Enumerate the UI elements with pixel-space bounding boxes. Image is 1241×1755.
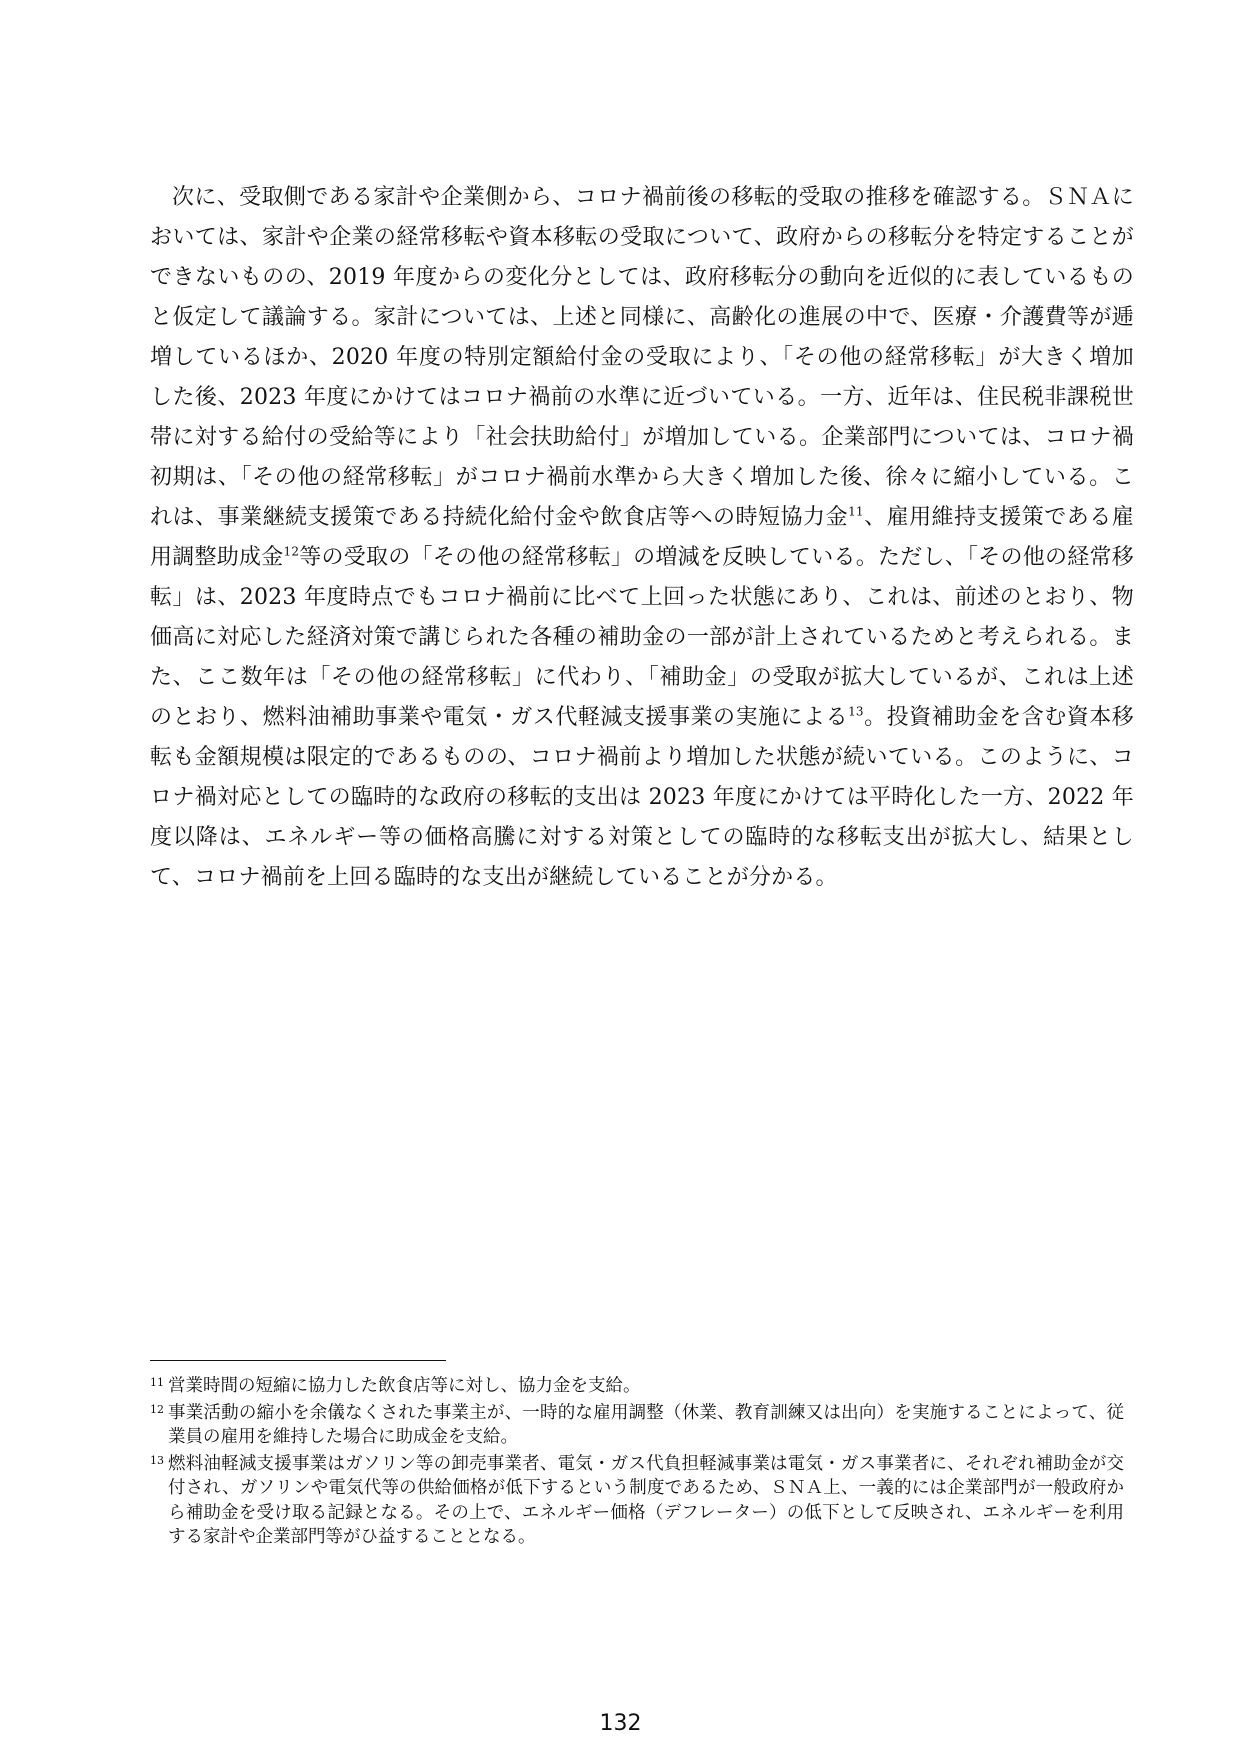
footnote-text: 燃料油軽減支援事業はガソリン等の卸売事業者、電気・ガス代負担軽減事業は電気・ガス事業者に、それぞれ補助金が交付され、ガソリンや電気代等の供給価格が低下するという制度であるため、ＳＮＡ上、一義的には企業部門が一般政府から補助金を受け取る記録となる。その上で、エネルギー価格（デフレーター）の低下として反映され、エネルギーを利用する家計や企業部門等がひ益することとなる。 xyxy=(168,1453,1124,1547)
footnote-11 xyxy=(150,1374,1124,1399)
footnote-number: 12 xyxy=(150,1402,164,1416)
footnote-13 xyxy=(150,1452,1124,1550)
footnote-ref-11: 11 xyxy=(848,504,864,519)
footnote-ref-12: 12 xyxy=(283,544,300,559)
footnote-text: 事業活動の縮小を余儀なくされた事業主が、一時的な雇用調整（休業、教育訓練又は出向）を実施することによって、従業員の雇用を維持した場合に助成金を支給。 xyxy=(168,1402,1124,1447)
footnote-divider xyxy=(150,1360,446,1361)
footnote-number: 11 xyxy=(150,1376,164,1389)
page-number: 132 xyxy=(599,1711,642,1736)
footnote-ref-13: 13 xyxy=(848,704,864,719)
footnotes-section xyxy=(150,1374,1124,1552)
body-text-segment-2: 、雇用維持支援策である雇用調整助成金 xyxy=(150,505,1134,570)
body-text-segment-1: 次に、受取側である家計や企業側から、コロナ禍前後の移転的受取の推移を確認する。ＳＮＡにおいては、家計や企業の経常移転や資本移転の受取について、政府からの移転分を特定することができないものの、2019 年度からの変化分としては、政府移転分の動向を近似的に表しているものと仮定して議論する。家計については、上述と同様に、高齢化の進展の中で、医療・介護費等が逓増しているほか、2020 年度の特別定額給付金の受取により、「その他の経常移転」が大きく増加した後、2023 年度にかけてはコロナ禍前の水準に近づいている。一方、近年は、住民税非課税世帯に対する給付の受給等により「社会扶助給付」が増加している。企業部門については、コロナ禍初期は、「その他の経常移転」がコロナ禍前水準から大きく増加した後、徐々に縮小している。これは、事業継続支援策である持続化給付金や飲食店等への時短協力金 xyxy=(150,185,1134,530)
body-text-segment-3: 等の受取の「その他の経常移転」の増減を反映している。ただし、「その他の経常移転」は、2023 年度時点でもコロナ禍前に比べて上回った状態にあり、これは、前述のとおり、物価高に対応した経済対策で講じられた各種の補助金の一部が計上されているためと考えられる。また、ここ数年は「その他の経常移転」に代わり、「補助金」の受取が拡大しているが、これは上述のとおり、燃料油補助事業や電気・ガス代軽減支援事業の実施による xyxy=(150,545,1134,730)
footnote-text: 営業時間の短縮に協力した飲食店等に対し、協力金を支給。 xyxy=(168,1376,641,1396)
body-text-segment-4: 。投資補助金を含む資本移転も金額規模は限定的であるものの、コロナ禍前より増加した状態が続いている。このように、コロナ禍対応としての臨時的な政府の移転的支出は 2023 年度にかけては平時化した一方、2022 年度以降は、エネルギー等の価格高騰に対する対策としての臨時的な移転支出が拡大し、結果として、コロナ禍前を上回る臨時的な支出が継続していることが分かる。 xyxy=(150,705,1134,890)
body-paragraph xyxy=(150,178,1134,898)
footnote-12 xyxy=(150,1401,1124,1450)
footnote-number: 13 xyxy=(150,1453,164,1467)
